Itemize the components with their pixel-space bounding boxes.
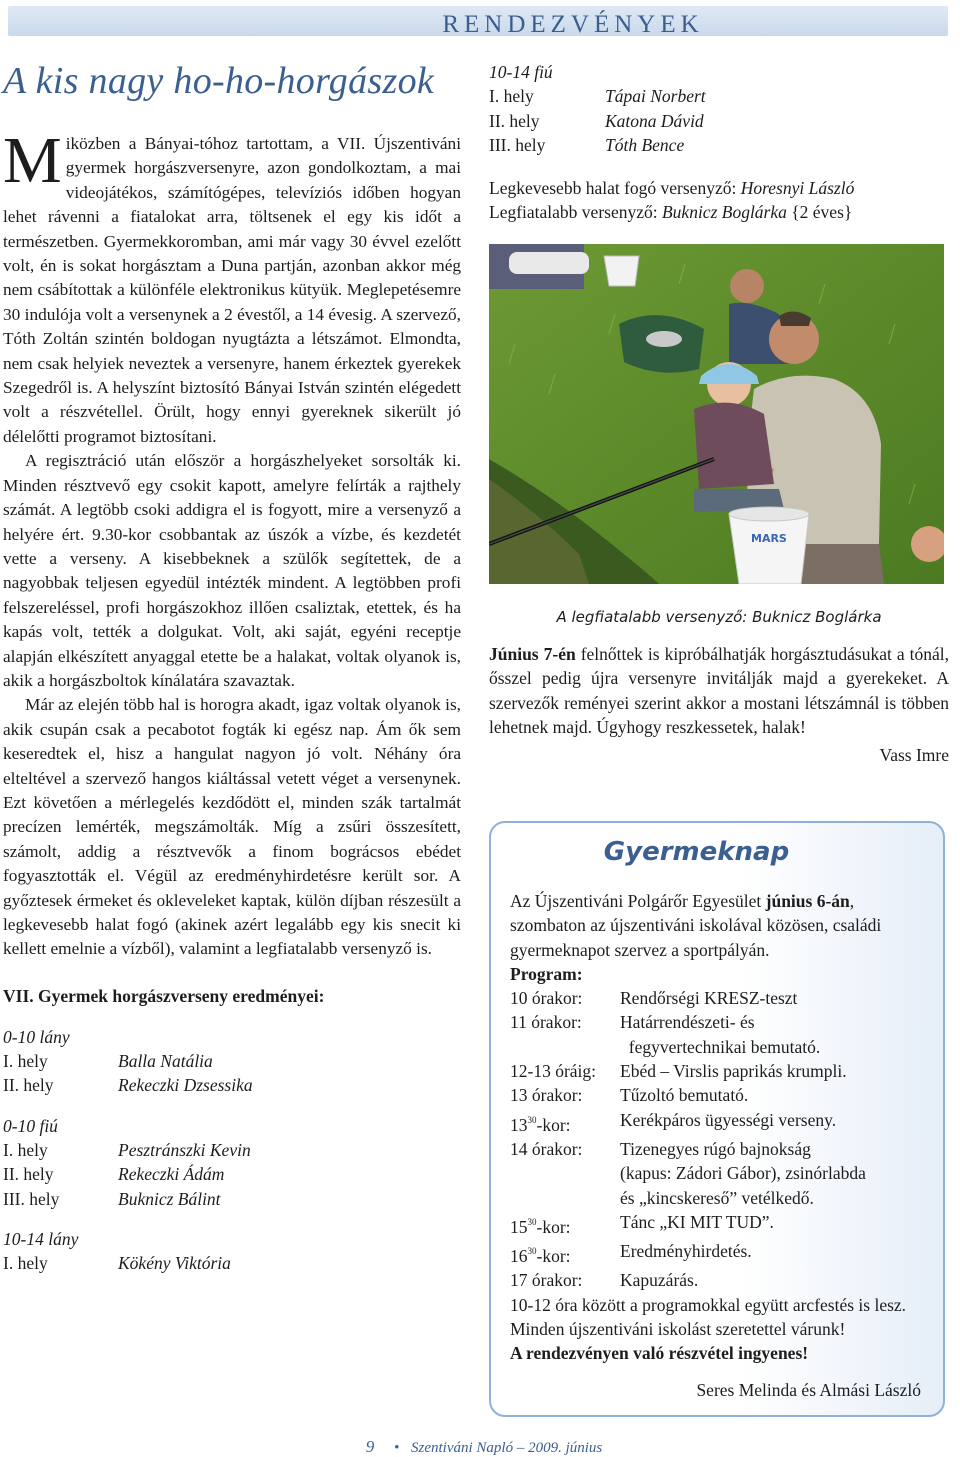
gyermeknap-note-welcome: Minden újszentiváni iskolást szeretettel várunk! — [510, 1319, 846, 1340]
results-title: VII. Gyermek horgászverseny eredményei: — [3, 985, 325, 1006]
program-event: Tánc „KI MIT TUD”. — [620, 1211, 774, 1232]
program-event: Eredményhirdetés. — [620, 1241, 752, 1262]
footer-dash: – — [516, 1440, 525, 1456]
program-row — [510, 1137, 923, 1161]
special-award-label: Legkevesebb halat fogó versenyző: — [489, 177, 737, 198]
june-note-text: felnőttek is kipróbálhatják horgásztudásukat a tónál, ősszel pedig újra versenyre invitálják majd a gyerekeket. A szervezők reményei szerint akkor a mostani létszámnál is többen lehetnek majd. Úgyhogy reszkessetek, halak! — [489, 643, 949, 737]
program-event: Kapuzárás. — [620, 1270, 699, 1291]
special-awards — [489, 176, 949, 224]
program-event: Tűzoltó bemutató. — [620, 1085, 749, 1106]
section-header-band — [8, 6, 948, 36]
result-row — [489, 133, 949, 158]
program-event: (kapus: Zádori Gábor), zsinórlabda — [620, 1163, 866, 1184]
program-time: 13 órakor: — [510, 1085, 583, 1106]
program-row — [510, 1108, 923, 1137]
june-note-date: Június 7-én — [489, 643, 576, 664]
result-row — [3, 1162, 461, 1187]
result-name: Rekeczki Ádám — [118, 1164, 225, 1185]
result-row — [3, 1073, 461, 1098]
article-paragraph-1 — [3, 124, 461, 449]
result-row — [489, 109, 949, 134]
special-award-label: Legfiatalabb versenyző: — [489, 201, 658, 222]
article-author: Vass Imre — [879, 744, 949, 765]
results-category-1 — [3, 1114, 461, 1212]
gyermeknap-date: június 6-án — [765, 891, 850, 911]
gyermeknap-signature: Seres Melinda és Almási László — [696, 1379, 921, 1400]
program-event: fegyvertechnikai bemutató. — [620, 1036, 821, 1057]
publication-date: 2009. június — [528, 1440, 603, 1456]
program-row — [510, 1083, 923, 1107]
result-place: I. hely — [489, 86, 534, 106]
program-row — [510, 1239, 923, 1268]
article-paragraph-2: A regisztráció után először a horgászhelyeket sorsolták ki. Minden résztvevő egy csokit kapott, amelyre felírták a rajthely számát. A legtöbb csoki addigra el is fogyott, mire a versenyző a helyére ért. 9.30-kor csobbantak az úszók a vízbe, és kezdetét vette a verseny. A kisebbeknek a szülők segítettek, de a nagyobbak teljesen egyedül intézték mindent. A legtöbben profi felszereléssel, profi horgászokhoz illően csaliztak, etettek, és ha kapás volt, tették a dolgukat. Volt, aki saját, egyéni receptje alapján elkészített anyaggal etette be a halakat, voltak olyanok is, akik a horgászboltok kínálatára szavaztak. — [3, 451, 461, 690]
result-place: III. hely — [489, 135, 546, 155]
program-list — [510, 986, 923, 1293]
result-place: II. hely — [489, 110, 540, 131]
drop-cap: M — [3, 124, 62, 197]
program-time: $13^{30}$-kor: — [510, 1114, 571, 1135]
results-category-label: 0-10 fiú — [3, 1115, 58, 1136]
footer-bullet: • — [393, 1440, 400, 1456]
article-paragraph-1-text: iközben a Bányai-tóhoz tartottam, a VII. Újszentiváni gyermek horgászversenyre, azon gondolkoztam, a mai videojátékos, számítógépes, televíziós időben hogyan lehet rávenni a fiatalokat arra, töltsenek el egy kis időt a természetben. Gyermekkoromban, ami már vagy 30 évvel ezelőtt volt, én is sokat horgásztam a Duna partján, azonban akkor még nem csábítottak a különféle elektronikus kütyük. Meglepetésemre 30 indulója volt a versenynek a 2 évestől, a 14 évesig. A szervező, Tóth Zoltán szintén boldogan nyugtázta a létszámot. Elmondta, nem csak helyiek neveztek a versenyre, hanem érkeztek gyerekek Szegedről is. A helyszínt biztosító Bányai István szintén elégedett volt a részvétellel. Örült, hogy ennyi gyereknek sikerült jó délelőtti programot biztosítani. — [3, 134, 461, 446]
publication-name: Szentiváni Napló — [411, 1440, 514, 1456]
bucket-label: MARS — [751, 531, 787, 545]
fishing-photo-illustration — [489, 244, 944, 584]
gyermeknap-intro — [510, 889, 923, 962]
gyermeknap-box — [489, 821, 945, 1417]
special-award-name: Buknicz Boglárka — [661, 201, 787, 222]
results-category-0 — [3, 1025, 461, 1098]
result-row — [3, 1049, 461, 1074]
page-footer — [0, 1437, 960, 1457]
program-time: $15^{30}$-kor: — [510, 1216, 571, 1237]
program-event: és „kincskereső” vetélkedő. — [620, 1187, 814, 1208]
gyermeknap-intro-part-2: , szombaton az újszentiváni iskolával közösen, családi gyermeknapot szervez a sportpályán. — [510, 891, 882, 960]
gyermeknap-note-free: A rendezvényen való részvétel ingyenes! — [510, 1343, 809, 1364]
section-title: RENDEZVÉNYEK — [442, 11, 704, 38]
result-name: Balla Natália — [118, 1050, 213, 1071]
result-place: I. hely — [3, 1050, 48, 1071]
program-label: Program: — [510, 963, 583, 984]
program-row — [510, 1010, 923, 1034]
program-row — [510, 1186, 923, 1210]
special-award-note: {2 éves} — [791, 201, 853, 222]
gyermeknap-note-facepaint: 10-12 óra között a programokkal együtt arcfestés is lesz. — [510, 1294, 907, 1315]
result-place: II. hely — [3, 1164, 54, 1185]
program-event: Rendőrségi KRESZ-teszt — [620, 988, 798, 1009]
program-time: 12-13 óráig: — [510, 1061, 597, 1082]
result-row — [489, 84, 949, 109]
result-name: Tápai Norbert — [605, 86, 706, 106]
results-category-label: 10-14 lány — [3, 1229, 79, 1250]
program-time — [510, 1186, 620, 1210]
result-name: Pesztránszki Kevin — [118, 1139, 251, 1160]
fishing-photo — [489, 244, 944, 584]
program-event: Határrendészeti- és — [620, 1012, 755, 1033]
special-award-fewest-fish — [489, 176, 949, 200]
result-place: I. hely — [3, 1139, 48, 1160]
result-name: Buknicz Bálint — [118, 1188, 221, 1209]
result-place: III. hely — [3, 1188, 60, 1209]
result-place: II. hely — [3, 1075, 54, 1096]
photo-caption: A legfiatalabb versenyző: Buknicz Boglárka — [556, 607, 882, 626]
results-category-3 — [489, 60, 949, 158]
page-number: 9 — [365, 1437, 375, 1456]
gyermeknap-title: Gyermeknap — [603, 837, 790, 867]
article-paragraph-3: Már az elején több hal is horogra akadt, igaz voltak olyanok is, akik csupán csak a pecabotot fogták ki egész nap. Ám ők sem keseredtek el, hisz a hangulat nagyon jó volt. Néhány óra elteltével a szervező hangos kiáltással vetett véget a versenynek. Ezt követően a mérlegelés kezdődött el, minden szák tartalmát precízen lemérték, megszámolták. Míg a zsűri összesített, számolt, addig a résztvevők a finom bográcsos ebédet fogyasztották el. Végül az eredményhirdetésre került sor. A győztesek érmeket és okleveleket kaptak, külön díjban részesült a legkevesebb halat fogó (akinek azért legalább egy kis snecit ki kellett emelnie a vízből), valamint a legfiatalabb versenyző is. — [3, 695, 461, 959]
program-time: 11 órakor: — [510, 1012, 582, 1033]
program-time — [510, 1035, 620, 1059]
results-category-2 — [3, 1227, 461, 1276]
program-event: Kerékpáros ügyességi verseny. — [620, 1109, 837, 1130]
program-event: Ebéd – Virslis paprikás krumpli. — [620, 1061, 847, 1082]
program-row — [510, 986, 923, 1010]
result-name: Tóth Bence — [605, 135, 685, 155]
program-row — [510, 1210, 923, 1239]
left-column — [3, 56, 461, 1276]
special-award-name: Horesnyi László — [740, 177, 855, 198]
result-row — [3, 1138, 461, 1163]
program-time: 17 órakor: — [510, 1270, 583, 1291]
results-category-label: 10-14 fiú — [489, 62, 553, 82]
program-event: Tizenegyes rúgó bajnokság — [620, 1138, 811, 1159]
june-note — [489, 642, 949, 740]
result-row — [3, 1187, 461, 1212]
result-name: Katona Dávid — [605, 110, 704, 131]
results-category-label: 0-10 lány — [3, 1026, 70, 1047]
program-row — [510, 1035, 923, 1059]
result-name: Kökény Viktória — [118, 1253, 231, 1274]
program-row — [510, 1268, 923, 1292]
program-time — [510, 1161, 620, 1185]
program-time: 14 órakor: — [510, 1138, 583, 1159]
program-time: $16^{30}$-kor: — [510, 1246, 571, 1267]
program-row — [510, 1059, 923, 1083]
result-name: Rekeczki Dzsessika — [118, 1075, 253, 1096]
program-time: 10 órakor: — [510, 988, 583, 1009]
gyermeknap-intro-part-1: Az Újszentiváni Polgárőr Egyesület — [510, 891, 766, 911]
article-title: A kis nagy ho-ho-horgászok — [3, 60, 435, 102]
result-row — [3, 1251, 461, 1276]
right-column — [489, 60, 949, 766]
special-award-youngest — [489, 200, 949, 224]
result-place: I. hely — [3, 1253, 48, 1274]
program-row — [510, 1161, 923, 1185]
